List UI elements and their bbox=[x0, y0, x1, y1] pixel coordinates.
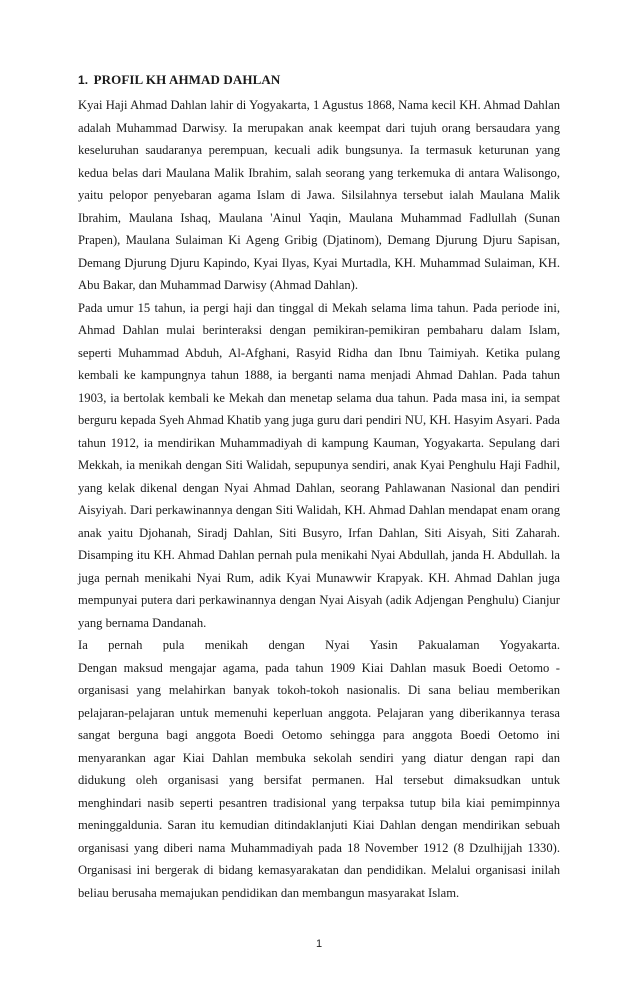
paragraph-biography: Kyai Haji Ahmad Dahlan lahir di Yogyakarta, 1 Agustus 1868, Nama kecil KH. Ahmad Dahlan adalah Muhammad Darwisy. Ia merupakan anak keempat dari tujuh orang bersaudara yang keseluruhan saudaranya perempuan, kecuali adik bungsunya. Ia termasuk keturunan yang kedua belas dari Maulana Malik Ibrahim, salah seorang yang terkemuka di antara Walisongo, yaitu pelopor penyebaran agama Islam di Jawa. Silsilahnya tersebut ialah Maulana Malik Ibrahim, Maulana Ishaq, Maulana 'Ainul Yaqin, Maulana Muhammad Fadlullah (Sunan Prapen), Maulana Sulaiman Ki Ageng Gribig (Djatinom), Demang Djurung Djuru Sapisan, Demang Djurung Djuru Kapindo, Kyai Ilyas, Kyai Murtadla, KH. Muhammad Sulaiman, KH. Abu Bakar, dan Muhammad Darwisy (Ahmad Dahlan). bbox=[78, 98, 560, 292]
document-body bbox=[78, 72, 560, 904]
paragraph-marriage: Ia pernah pula menikah dengan Nyai Yasin Pakualaman Yogyakarta. bbox=[78, 638, 560, 652]
paragraph-hajj-and-family: Pada umur 15 tahun, ia pergi haji dan tinggal di Mekah selama lima tahun. Pada periode ini, Ahmad Dahlan mulai berinteraksi dengan pemikiran-pemikiran pembaharu dalam Islam, seperti Muhammad Abduh, Al-Afghani, Rasyid Ridha dan Ibnu Taimiyah. Ketika pulang kembali ke kampungnya tahun 1888, ia berganti nama menjadi Ahmad Dahlan. Pada tahun 1903, ia bertolak kembali ke Mekah dan menetap selama dua tahun. Pada masa ini, ia sempat berguru kepada Syeh Ahmad Khatib yang juga guru dari pendiri NU, KH. Hasyim Asyari. Pada tahun 1912, ia mendirikan Muhammadiyah di kampung Kauman, Yogyakarta. Sepulang dari Mekkah, ia menikah dengan Siti Walidah, sepupunya sendiri, anak Kyai Penghulu Haji Fadhil, yang kelak dikenal dengan Nyai Ahmad Dahlan, seorang Pahlawanan Nasional dan pendiri Aisyiyah. Dari perkawinannya dengan Siti Walidah, KH. Ahmad Dahlan mendapat enam orang anak yaitu Djohanah, Siradj Dahlan, Siti Busyro, Irfan Dahlan, Siti Aisyah, Siti Zaharah. Disamping itu KH. Ahmad Dahlan pernah pula menikahi Nyai Abdullah, janda H. Abdullah. la juga pernah menikahi Nyai Rum, adik Kyai Munawwir Krapyak. KH. Ahmad Dahlan juga mempunyai putera dari perkawinannya dengan Nyai Aisyah (adik Adjengan Penghulu) Cianjur yang bernama Dandanah. bbox=[78, 300, 560, 630]
page-number: 1 bbox=[315, 938, 323, 950]
section-title: PROFIL KH AHMAD DAHLAN bbox=[93, 72, 281, 87]
section-heading bbox=[78, 72, 560, 88]
paragraph-muhammadiyah: Dengan maksud mengajar agama, pada tahun 1909 Kiai Dahlan masuk Boedi Oetomo - organisasi yang melahirkan banyak tokoh-tokoh nasionalis. Di sana beliau memberikan pelajaran-pelajaran untuk memenuhi keperluan anggota. Pelajaran yang diberikannya terasa sangat berguna bagi anggota Boedi Oetomo sehingga para anggota Boedi Oetomo ini menyarankan agar Kiai Dahlan membuka sekolah sendiri yang diatur dengan rapi dan didukung oleh organisasi yang bersifat permanen. Hal tersebut dimaksudkan untuk menghindari nasib seperti pesantren tradisional yang terpaksa tutup bila kiai pemimpinnya meninggaldunia. Saran itu kemudian ditindaklanjuti Kiai Dahlan dengan mendirikan sebuah organisasi yang diberi nama Muhammadiyah pada 18 November 1912 (8 Dzulhijjah 1330). Organisasi ini bergerak di bidang kemasyarakatan dan pendidikan. Melalui organisasi inilah beliau berusaha memajukan pendidikan dan membangun masyarakat Islam. bbox=[78, 660, 560, 900]
section-number: 1. bbox=[78, 73, 89, 87]
